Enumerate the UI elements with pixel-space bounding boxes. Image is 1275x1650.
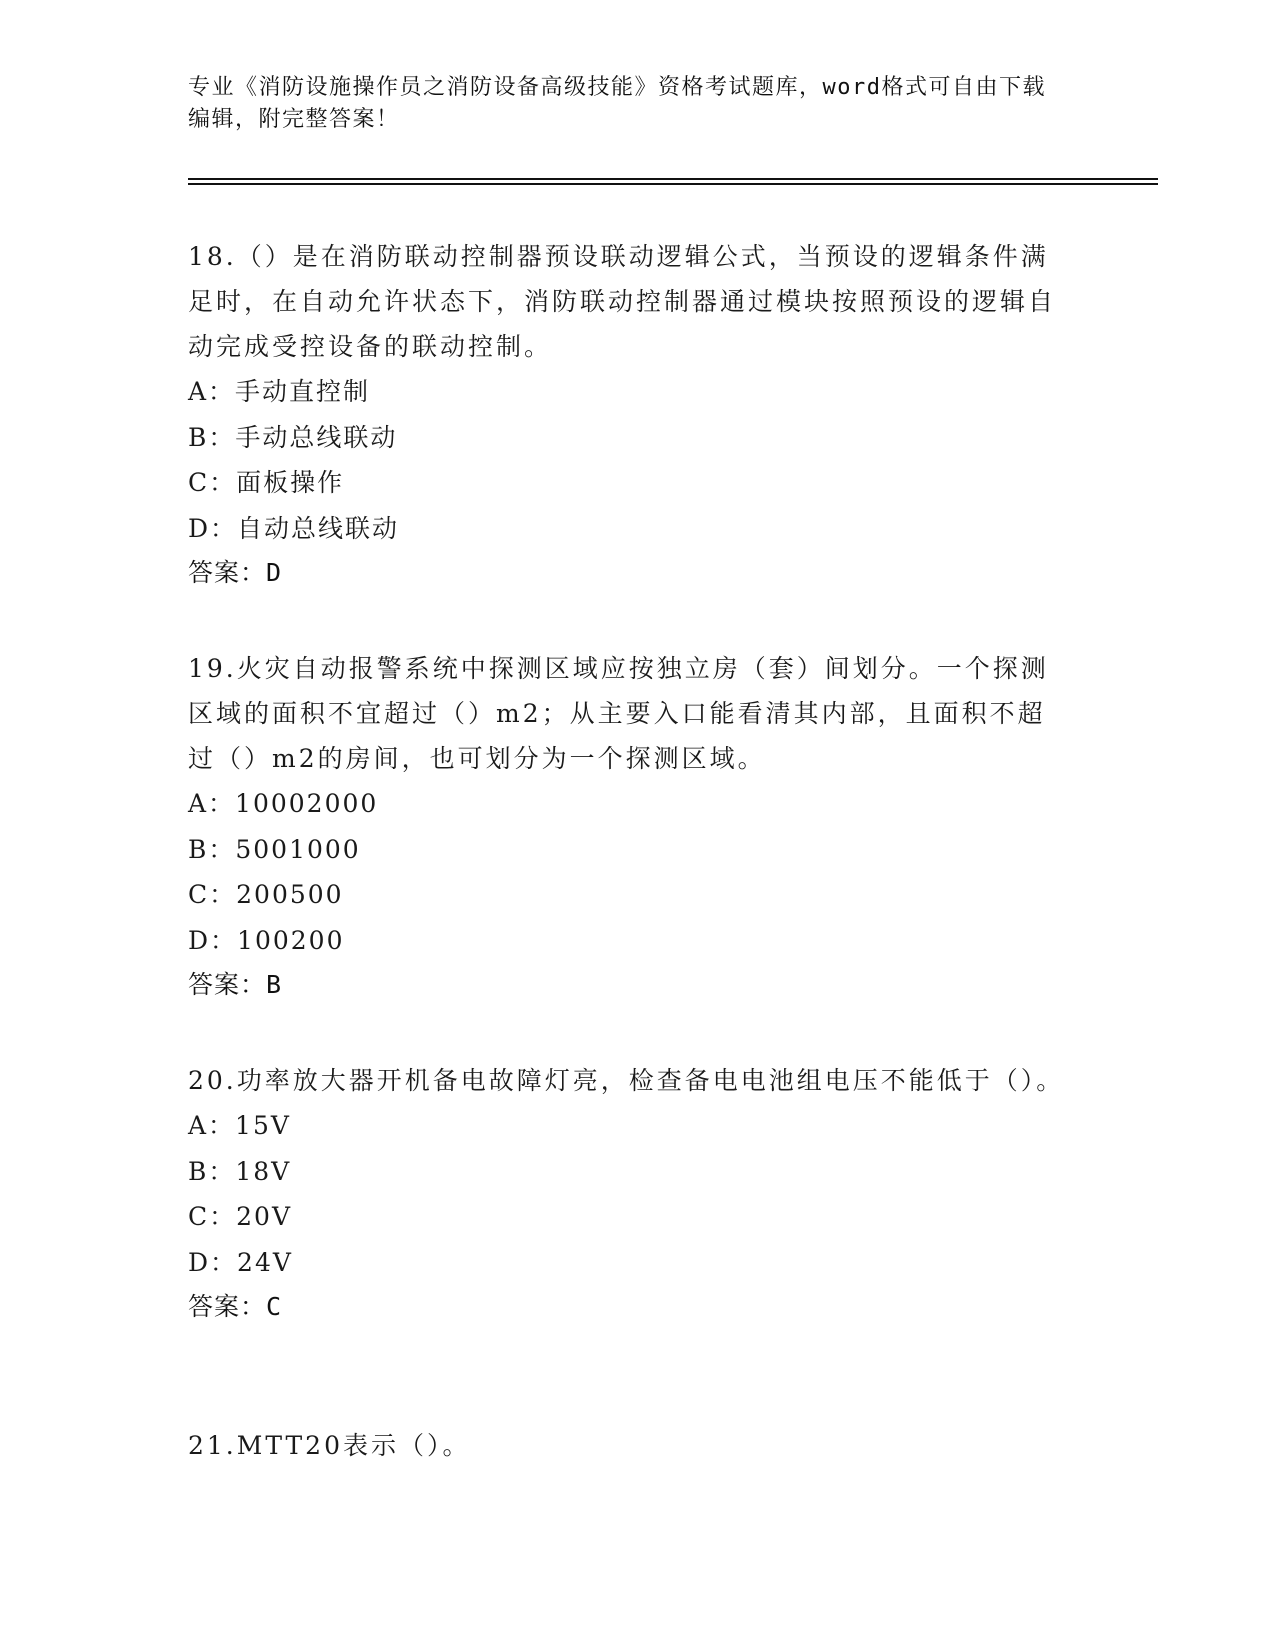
document-header: 专业《消防设施操作员之消防设备高级技能》资格考试题库，word格式可自由下载编辑，附完整答案！ bbox=[188, 75, 1046, 132]
option-c: C：20V bbox=[188, 1202, 292, 1231]
answer-line: 答案：D bbox=[188, 558, 283, 587]
header-divider-top bbox=[188, 178, 1158, 180]
option-a: A：10002000 bbox=[188, 789, 379, 818]
option-a: A：手动直控制 bbox=[188, 377, 371, 406]
option-d: D：自动总线联动 bbox=[188, 513, 400, 543]
question-stem: 21.MTT20表示（）。 bbox=[188, 1431, 471, 1460]
question-19 bbox=[188, 646, 1068, 1007]
option-d: D：24V bbox=[188, 1247, 293, 1277]
header-divider-bottom bbox=[188, 183, 1158, 185]
question-21 bbox=[188, 1423, 1068, 1468]
answer-line: 答案：B bbox=[188, 970, 283, 999]
option-list bbox=[188, 369, 1068, 551]
question-stem: 20.功率放大器开机备电故障灯亮，检查备电电池组电压不能低于（）。 bbox=[188, 1066, 1065, 1095]
question-stem: 18.（）是在消防联动控制器预设联动逻辑公式，当预设的逻辑条件满足时，在自动允许状态下，消防联动控制器通过模块按照预设的逻辑自动完成受控设备的联动控制。 bbox=[188, 242, 1057, 361]
answer-line: 答案：C bbox=[188, 1292, 283, 1321]
option-c: C：面板操作 bbox=[188, 468, 345, 497]
option-b: B：5001000 bbox=[188, 834, 361, 864]
option-b: B：18V bbox=[188, 1156, 292, 1186]
option-list bbox=[188, 781, 1068, 963]
question-18 bbox=[188, 234, 1068, 595]
option-d: D：100200 bbox=[188, 925, 345, 955]
question-20 bbox=[188, 1058, 1068, 1329]
option-b: B：手动总线联动 bbox=[188, 422, 398, 452]
option-c: C：200500 bbox=[188, 880, 344, 909]
option-a: A：15V bbox=[188, 1111, 291, 1140]
question-stem: 19.火灾自动报警系统中探测区域应按独立房（套）间划分。一个探测区域的面积不宜超过（）m2；从主要入口能看清其内部，且面积不超过（）m2的房间，也可划分为一个探测区域。 bbox=[188, 654, 1049, 773]
option-list bbox=[188, 1103, 1068, 1285]
